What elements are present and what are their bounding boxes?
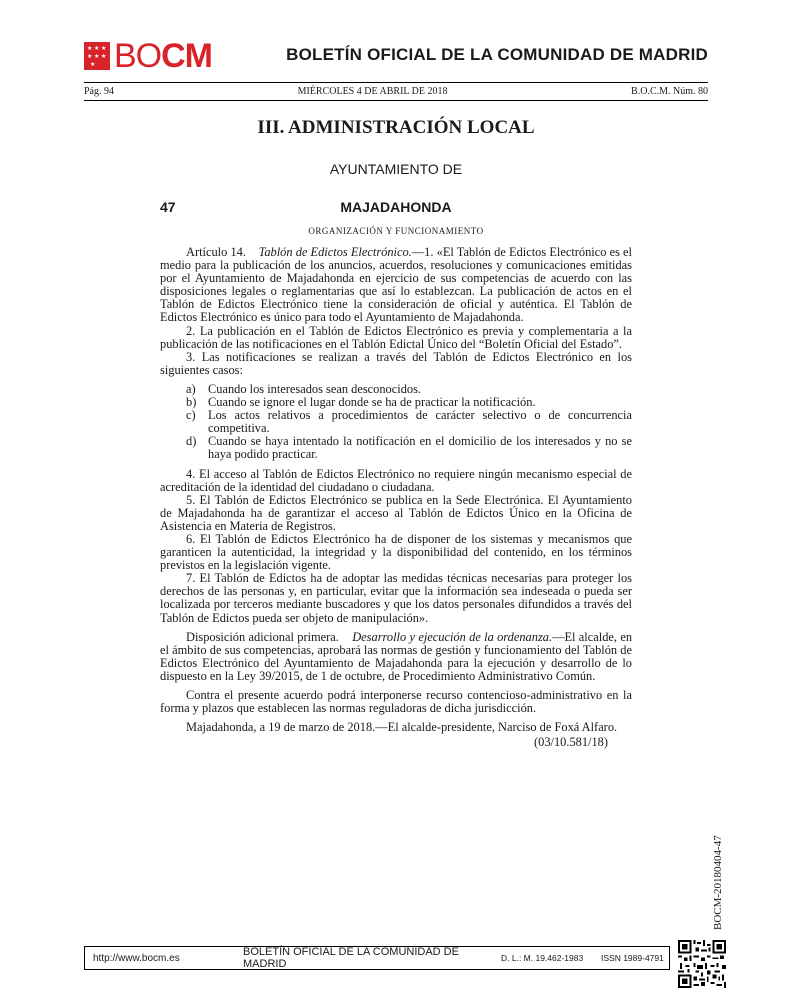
- provision-text: —El alcalde, en el ámbito de sus competencias, aprobará las normas de gestión y funcionamiento del Tablón de Edictos Electrónico del Ayuntamiento de Majadahonda para la ejecución y desarrollo de lo dispuesto en la Ley 39/2015, de 1 de octubre, de Procedimiento Administrativo Común.: [160, 629, 633, 683]
- madrid-flag-icon: ★ ★ ★ ★ ★ ★ ★: [84, 42, 110, 70]
- logo-text-cm: CM: [161, 37, 213, 75]
- article-paragraph-7: 7. El Tablón de Edictos ha de adoptar las medidas técnicas necesarias para proteger los derechos de las personas y, en particular, evitar que la información sea indeseada o pueda ser localizada por terceros mediante buscadores y que los datos personales difundidos a través del Tablón de Edictos pueda ser objeto de manipulación».: [160, 571, 632, 625]
- reference-code: (03/10.581/18): [534, 735, 608, 750]
- footer-issn: ISSN 1989-4791: [601, 953, 664, 963]
- article-paragraph-6: 6. El Tablón de Edictos Electrónico ha de disponer de los sistemas y mecanismos que garanticen la autenticidad, la integridad y la disponibilidad del contenido, en los términos previstos en la legislación vigente.: [160, 531, 632, 573]
- ayuntamiento-label: AYUNTAMIENTO DE: [329, 161, 463, 177]
- document-subtitle: ORGANIZACIÓN Y FUNCIONAMIENTO: [308, 226, 484, 236]
- provision-title: Desarrollo y ejecución de la ordenanza.: [352, 629, 553, 644]
- footer-title: BOLETÍN OFICIAL DE LA COMUNIDAD DE MADRID: [243, 946, 459, 970]
- article-paragraph-2: 2. La publicación en el Tablón de Edictos Electrónico es previa y complementaria a la publicación de las notificaciones en el Tablón Edictal Único del “Boletín Oficial del Estado”.: [160, 323, 632, 351]
- cases-list: [160, 383, 632, 462]
- list-item-label: a): [186, 381, 196, 396]
- article-paragraph-3: 3. Las notificaciones se realizan a través del Tablón de Edictos Electrónico en los siguientes casos:: [160, 349, 632, 377]
- meta-divider: [84, 100, 708, 101]
- header-title: BOLETÍN OFICIAL DE LA COMUNIDAD DE MADRID: [286, 45, 708, 64]
- list-item-label: c): [186, 408, 196, 423]
- header-divider: [84, 82, 708, 83]
- footer-url-link[interactable]: http://www.bocm.es: [93, 952, 180, 964]
- article-label: Artículo 14.: [186, 245, 246, 259]
- list-item-label: d): [186, 434, 197, 449]
- bocm-logo: [84, 38, 212, 74]
- issue-number: B.O.C.M. Núm. 80: [631, 86, 708, 97]
- entry-number: 47: [160, 199, 176, 215]
- list-item-text: Los actos relativos a procedimientos de carácter selectivo o de concurrencia competitiva.: [208, 408, 632, 436]
- article-title: Tablón de Edictos Electrónico.: [258, 245, 412, 259]
- provision-label: Disposición adicional primera.: [186, 629, 339, 644]
- list-item-text: Cuando los interesados sean desconocidos.: [208, 381, 422, 396]
- additional-provision: [160, 631, 632, 683]
- list-item-label: b): [186, 395, 197, 410]
- list-item: [160, 409, 632, 435]
- document-body: [160, 246, 632, 749]
- article-paragraph-5: 5. El Tablón de Edictos Electrónico se publica en la Sede Electrónica. El Ayuntamiento de Majadahonda ha de garantizar el acceso al Tablón de Edictos Único en la Oficina de Asistencia en Materia de Registros.: [160, 492, 632, 533]
- footer-legal-deposit: D. L.: M. 19.462-1983: [501, 953, 584, 963]
- appeal-paragraph: Contra el presente acuerdo podrá interponerse recurso contencioso-administrativo en la forma y plazos que establecen las normas reguladoras de dicha jurisdicción.: [160, 688, 632, 716]
- qr-code-icon: [678, 940, 726, 988]
- signature-line: Majadahonda, a 19 de marzo de 2018.—El alcalde-presidente, Narciso de Foxá Alfaro.: [186, 720, 618, 735]
- section-title: III. ADMINISTRACIÓN LOCAL: [257, 117, 535, 138]
- article-paragraph-1: [160, 246, 632, 325]
- article-paragraph-4: 4. El acceso al Tablón de Edictos Electrónico no requiere ningún mecanismo especial de acreditación de la identidad del ciudadano o ciudadana.: [160, 466, 632, 494]
- logo-text-bo: BO: [114, 37, 162, 75]
- list-item: [160, 435, 632, 461]
- town-name: MAJADAHONDA: [340, 199, 452, 215]
- issue-date: MIÉRCOLES 4 DE ABRIL DE 2018: [297, 86, 448, 97]
- list-item-text: Cuando se haya intentado la notificación en el domicilio de los interesados y no se haya podido practicar.: [208, 434, 632, 462]
- page-number: Pág. 94: [84, 86, 114, 97]
- list-item-text: Cuando se ignore el lugar donde se ha de practicar la notificación.: [208, 395, 536, 410]
- issue-meta-row: [84, 86, 708, 97]
- article-text: —1. «El Tablón de Edictos Electrónico es el medio para la publicación de los anuncios, acuerdos, resoluciones y comunicaciones emitidas por el Ayuntamiento de Majadahonda en ejercicio de sus competencias de acuerdo con las disposiciones legales o reglamentarias que así lo establezcan. La publicación de actos en el Tablón de Edictos Electrónico tiene la consideración de oficial y auténtica. El Tablón de Edictos Electrónico es único para todo el Ayuntamiento de Majadahonda.: [160, 245, 633, 325]
- footer: [84, 946, 670, 970]
- side-document-code: BOCM-20180404-47: [712, 835, 724, 930]
